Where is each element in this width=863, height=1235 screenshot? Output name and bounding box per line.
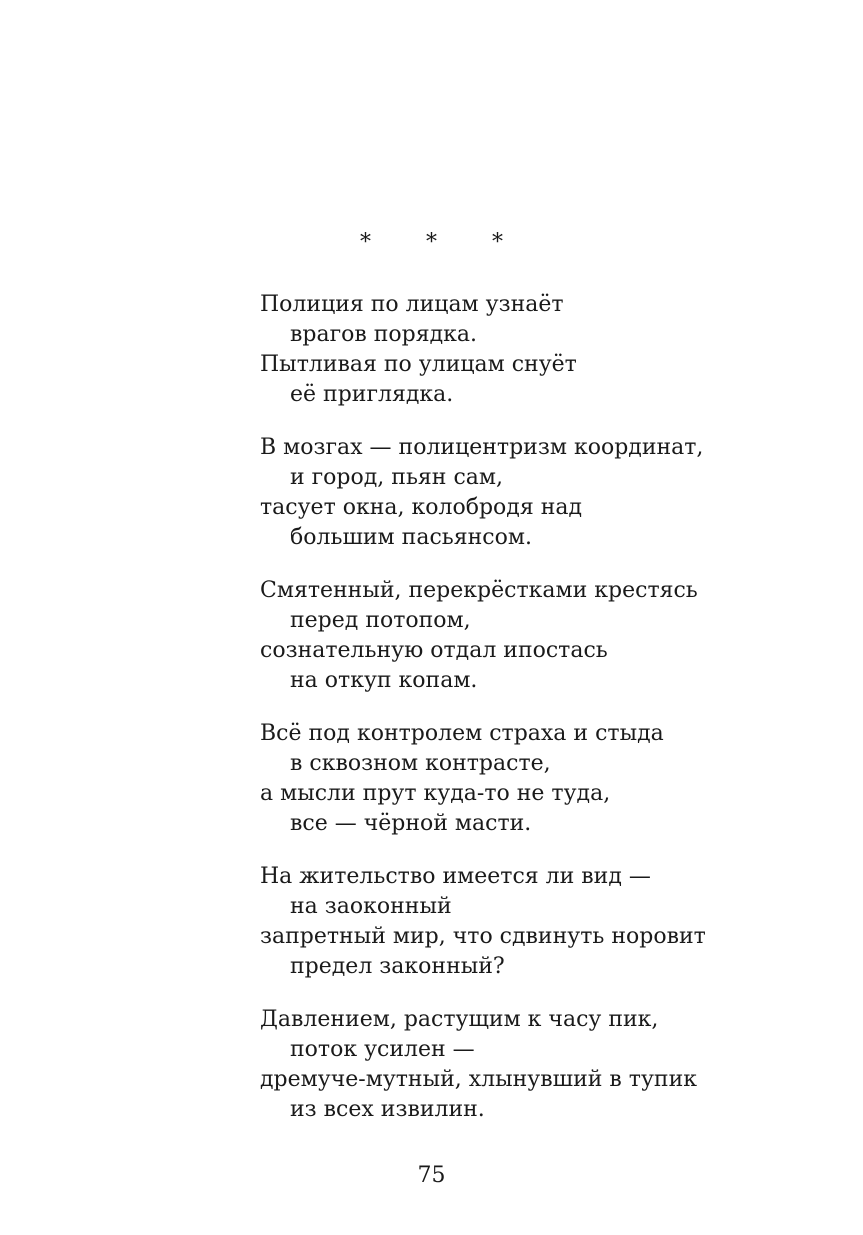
poem-line: дремуче-мутный, хлынувший в тупик <box>260 1067 697 1092</box>
section-ornament: * * * <box>360 230 527 255</box>
stanza <box>260 576 820 696</box>
poem-line: на заоконный <box>290 894 452 919</box>
poem-line: тасует окна, колобродя над <box>260 495 583 520</box>
poem-line: её приглядка. <box>290 382 454 407</box>
stanza <box>260 433 820 553</box>
poem-line: в сквозном контрасте, <box>290 751 551 776</box>
poem-line: предел законный? <box>290 954 505 979</box>
stanza <box>260 290 820 410</box>
poem-line: поток усилен — <box>290 1037 475 1062</box>
poem-line: Смятенный, перекрёстками крестясь <box>260 578 698 603</box>
poem <box>260 290 820 1148</box>
poem-line: перед потопом, <box>290 608 471 633</box>
poem-line: В мозгах — полицентризм координат, <box>260 435 704 460</box>
poem-line: а мысли прут куда-то не туда, <box>260 781 611 806</box>
poem-line: Давлением, растущим к часу пик, <box>260 1007 659 1032</box>
poem-line: запретный мир, что сдвинуть норовит <box>260 924 706 949</box>
poem-line: из всех извилин. <box>290 1097 485 1122</box>
stanza <box>260 719 820 839</box>
poem-line: и город, пьян сам, <box>290 465 504 490</box>
poem-line: Полиция по лицам узнаёт <box>260 292 564 317</box>
poem-line: Всё под контролем страха и стыда <box>260 721 664 746</box>
page-number: 75 <box>417 1163 446 1188</box>
poem-line: врагов порядка. <box>290 322 478 347</box>
poem-line: сознательную отдал ипостась <box>260 638 608 663</box>
poem-line: На жительство имеется ли вид — <box>260 864 651 889</box>
poem-line: на откуп копам. <box>290 668 478 693</box>
poem-line: все — чёрной масти. <box>290 811 532 836</box>
poem-line: Пытливая по улицам снуёт <box>260 352 577 377</box>
stanza <box>260 1005 820 1125</box>
poem-line: большим пасьянсом. <box>290 525 532 550</box>
stanza <box>260 862 820 982</box>
